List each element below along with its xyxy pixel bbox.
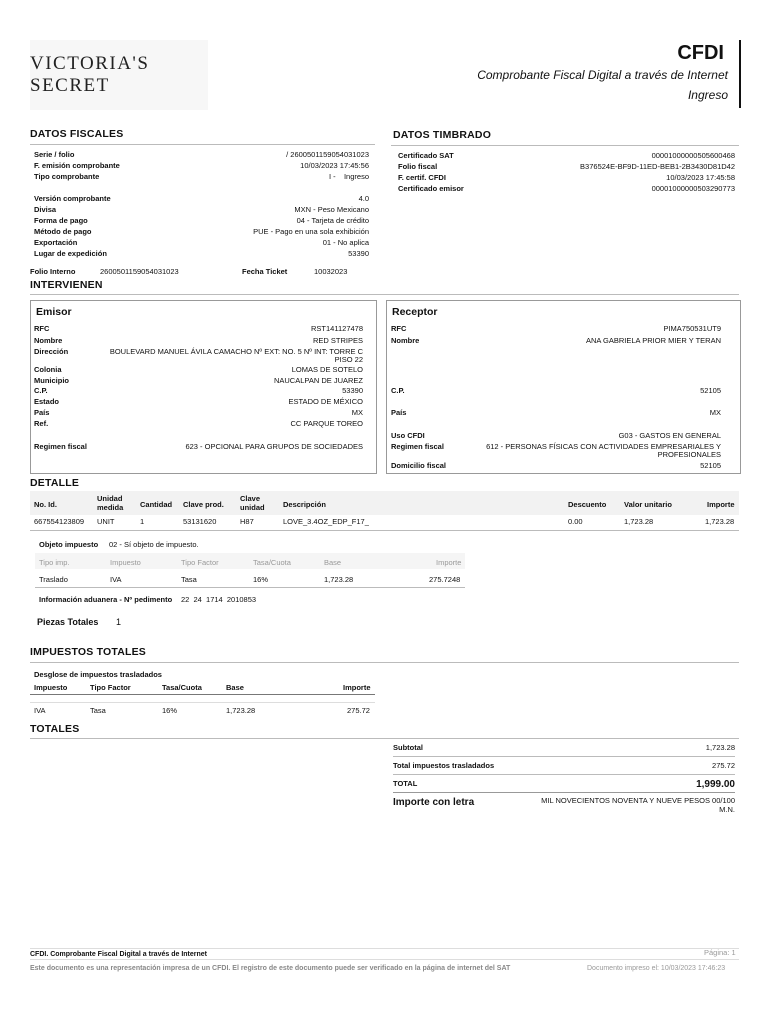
field-label: Regimen fiscal <box>391 442 444 451</box>
importe-letra-label: Importe con letra <box>393 797 475 808</box>
divider <box>30 738 739 739</box>
col-header: Descripción <box>283 500 326 509</box>
fiscal-row <box>34 249 369 258</box>
tax-col-header: Importe <box>436 558 462 567</box>
field-value: 4.0 <box>358 194 369 203</box>
col-header: Cantidad <box>140 500 173 509</box>
receptor-row <box>391 461 721 470</box>
table-cell: 1,723.28 <box>226 706 256 715</box>
datos-fiscales-list <box>34 150 369 265</box>
table-cell: 667554123809 <box>34 517 85 526</box>
aduana-label: Información aduanera - Nº pedimento <box>39 595 173 604</box>
table-cell: 1,723.28 <box>624 517 654 526</box>
emisor-title: Emisor <box>36 306 72 318</box>
tax-cell: IVA <box>110 575 122 584</box>
company-logo <box>30 40 208 110</box>
fiscal-row <box>34 150 369 159</box>
field-value: 00001000000505600468 <box>651 151 735 160</box>
impuestos-value: 275.72 <box>712 761 735 770</box>
field-label: Colonia <box>34 365 62 374</box>
field-label: País <box>34 408 50 417</box>
table-cell: H87 <box>240 517 254 526</box>
tax-cell: Traslado <box>39 575 68 584</box>
fecha-ticket-value: 10032023 <box>314 267 348 276</box>
fiscal-row <box>34 205 369 214</box>
field-label: Exportación <box>34 238 78 247</box>
fecha-ticket-label: Fecha Ticket <box>242 267 288 276</box>
timbrado-row <box>398 184 735 193</box>
divider <box>391 145 739 146</box>
field-value: RED STRIPES <box>312 336 363 345</box>
aduana-value: 22 24 1714 2010853 <box>181 595 257 604</box>
field-value: G03 - GASTOS EN GENERAL <box>618 431 721 440</box>
emisor-row <box>34 386 363 395</box>
table-cell: 53131620 <box>183 517 217 526</box>
fiscal-row <box>34 194 369 203</box>
table-cell: Tasa <box>90 706 106 715</box>
totales-list <box>393 742 735 822</box>
field-value: 00001000000503290773 <box>651 184 735 193</box>
field-label: C.P. <box>34 386 48 395</box>
table-cell: 1 <box>140 517 145 526</box>
field-label: Regimen fiscal <box>34 442 87 451</box>
emisor-row <box>34 442 363 451</box>
document-type: Ingreso <box>687 88 728 102</box>
emisor-box <box>30 300 377 474</box>
divider <box>393 756 735 757</box>
field-label: F. certif. CFDI <box>398 173 446 182</box>
impuestos-label: Total impuestos trasladados <box>393 761 495 770</box>
timbrado-row <box>398 151 735 160</box>
footer-divider <box>30 959 739 960</box>
divider <box>30 294 739 295</box>
divider <box>30 662 739 663</box>
subtotal-label: Subtotal <box>393 743 423 752</box>
divider <box>30 530 739 531</box>
impuestos-row <box>393 761 735 770</box>
intervienen-title: INTERVIENEN <box>30 279 103 291</box>
col-header: Base <box>226 683 244 692</box>
field-value: / 2600501159054031023 <box>286 150 369 159</box>
table-cell: 275.72 <box>347 706 370 715</box>
field-value: ANA GABRIELA PRIOR MIER Y TERAN <box>585 336 721 345</box>
col-header: Tasa/Cuota <box>162 683 202 692</box>
emisor-row <box>34 376 363 385</box>
field-value: 04 - Tarjeta de crédito <box>296 216 369 225</box>
field-value: BOULEVARD MANUEL ÁVILA CAMACHO Nº EXT: NO. 5 Nº INT: TORRE C <box>109 347 363 356</box>
field-value: B376524E-BF9D-11ED-BEB1-2B3430D81D42 <box>580 162 735 171</box>
col-header: Clave unidad <box>240 494 265 512</box>
field-value: 01 - No aplica <box>322 238 369 247</box>
divider <box>30 702 375 703</box>
tax-cell: 1,723.28 <box>324 575 354 584</box>
field-label: Serie / folio <box>34 150 75 159</box>
field-value: MX <box>709 408 721 417</box>
importe-letra-line2: M.N. <box>719 805 735 814</box>
field-label: Nombre <box>34 336 63 345</box>
field-value: LOMAS DE SOTELO <box>291 365 363 374</box>
field-label: Dirección <box>34 347 69 356</box>
field-label: Municipio <box>34 376 69 385</box>
col-header: Tipo Factor <box>90 683 131 692</box>
subtotal-row <box>393 743 735 752</box>
datos-fiscales-title: DATOS FISCALES <box>30 128 124 140</box>
piezas-value: 1 <box>116 617 122 627</box>
page-number: Página: 1 <box>704 948 736 957</box>
field-value: PIMA750531UT9 <box>663 324 721 333</box>
folio-interno-value: 2600501159054031023 <box>100 267 179 276</box>
total-label: TOTAL <box>393 779 418 788</box>
field-value: PISO 22 <box>334 355 363 364</box>
impuestos-header-row <box>30 682 375 695</box>
document-subtitle: Comprobante Fiscal Digital a través de Internet <box>477 68 728 82</box>
field-label: Forma de pago <box>34 216 88 225</box>
objeto-impuesto-value: 02 - Sí objeto de impuesto. <box>109 540 199 549</box>
field-value: RST141127478 <box>311 324 363 333</box>
emisor-row <box>34 419 363 428</box>
document-title: CFDI <box>677 42 724 64</box>
field-label: Ref. <box>34 419 49 428</box>
receptor-title: Receptor <box>392 306 438 318</box>
field-value: MX <box>351 408 363 417</box>
tax-cell: 16% <box>253 575 269 584</box>
field-label: Folio fiscal <box>398 162 438 171</box>
datos-timbrado-list <box>398 151 735 201</box>
field-value: 623 - OPCIONAL PARA GRUPOS DE SOCIEDADES <box>185 442 363 451</box>
field-value: PUE - Pago en una sola exhibición <box>253 227 369 236</box>
receptor-list <box>391 324 721 469</box>
receptor-row <box>391 324 721 333</box>
fiscal-row <box>34 161 369 170</box>
piezas-label: Piezas Totales <box>37 617 99 627</box>
tax-cell: 275.7248 <box>429 575 461 584</box>
field-label: Nombre <box>391 336 420 345</box>
emisor-row <box>34 408 363 417</box>
total-row <box>393 779 735 790</box>
fiscal-row <box>34 216 369 225</box>
tax-col-header: Tipo imp. <box>39 558 70 567</box>
header-divider <box>739 40 741 108</box>
footer-note: Este documento es una representación impresa de un CFDI. El registro de este documento puede ser verificado en la página de internet del SAT <box>30 965 511 972</box>
field-label: Certificado SAT <box>398 151 454 160</box>
field-label: Divisa <box>34 205 57 214</box>
footer-title: CFDI. Comprobante Fiscal Digital a través de Internet <box>30 951 207 958</box>
field-label: Certificado emisor <box>398 184 464 193</box>
importe-letra-line1: MIL NOVECIENTOS NOVENTA Y NUEVE PESOS 00/100 <box>541 796 735 805</box>
divider <box>393 792 735 793</box>
field-label: Versión comprobante <box>34 194 111 203</box>
impuestos-totales-title: IMPUESTOS TOTALES <box>30 646 146 658</box>
fiscal-row <box>34 238 369 247</box>
emisor-list <box>34 324 363 469</box>
importe-letra-value <box>515 796 735 814</box>
field-value: PROFESIONALES <box>657 450 721 459</box>
fiscal-row <box>34 227 369 236</box>
datos-timbrado-title: DATOS TIMBRADO <box>393 129 492 141</box>
tax-detail-header <box>35 553 465 569</box>
footer-divider <box>30 948 739 949</box>
field-label: Estado <box>34 397 60 406</box>
receptor-row <box>391 431 721 440</box>
desglose-label: Desglose de impuestos trasladados <box>34 670 162 679</box>
col-header: No. Id. <box>34 500 57 509</box>
table-cell: UNIT <box>97 517 115 526</box>
field-label: Tipo comprobante <box>34 172 100 181</box>
table-cell: IVA <box>34 706 46 715</box>
field-label: Uso CFDI <box>391 431 425 440</box>
field-value: NAUCALPAN DE JUAREZ <box>273 376 363 385</box>
field-value: 10/03/2023 17:45:58 <box>666 173 735 182</box>
field-label: RFC <box>391 324 407 333</box>
tax-col-header: Impuesto <box>110 558 141 567</box>
field-value: CC PARQUE TOREO <box>290 419 363 428</box>
col-header: Impuesto <box>34 683 68 692</box>
field-value: 612 - PERSONAS FÍSICAS CON ACTIVIDADES EMPRESARIALES Y <box>486 442 721 451</box>
receptor-row <box>391 450 721 459</box>
field-value: 10/03/2023 17:45:56 <box>300 161 369 170</box>
total-value: 1,999.00 <box>696 779 735 790</box>
fiscal-row <box>34 172 369 181</box>
emisor-row <box>34 355 363 364</box>
tax-col-header: Base <box>324 558 342 567</box>
objeto-impuesto-label: Objeto impuesto <box>39 540 99 549</box>
col-header: Importe <box>707 500 735 509</box>
field-value: 52105 <box>700 461 721 470</box>
receptor-row <box>391 408 721 417</box>
emisor-row <box>34 397 363 406</box>
table-cell: 0.00 <box>568 517 583 526</box>
col-header: Clave prod. <box>183 500 224 509</box>
logo-text: VICTORIA'S SECRET <box>30 53 150 96</box>
col-header: Descuento <box>568 500 607 509</box>
field-value: 53390 <box>342 386 363 395</box>
col-header: Valor unitario <box>624 500 672 509</box>
field-value: 53390 <box>348 249 369 258</box>
timbrado-row <box>398 173 735 182</box>
tax-cell: Tasa <box>181 575 197 584</box>
table-cell: LOVE_3.4OZ_EDP_F17_ <box>283 517 369 526</box>
field-label: Domicilio fiscal <box>391 461 447 470</box>
tax-col-header: Tasa/Cuota <box>253 558 291 567</box>
divider <box>30 144 375 145</box>
field-value: 52105 <box>700 386 721 395</box>
field-label: F. emisión comprobante <box>34 161 120 170</box>
field-label: RFC <box>34 324 50 333</box>
field-label: Lugar de expedición <box>34 249 107 258</box>
detalle-title: DETALLE <box>30 477 80 489</box>
folio-interno-label: Folio Interno <box>30 267 76 276</box>
table-cell: 1,723.28 <box>705 517 735 526</box>
col-header: Importe <box>343 683 371 692</box>
field-label: País <box>391 408 407 417</box>
printed-date: Documento impreso el: 10/03/2023 17:46:23 <box>587 965 726 972</box>
table-cell: 16% <box>162 706 178 715</box>
receptor-row <box>391 386 721 395</box>
col-header: Unidad medida <box>97 494 124 512</box>
totales-title: TOTALES <box>30 723 80 735</box>
receptor-box <box>386 300 741 474</box>
receptor-row <box>391 336 721 345</box>
field-value: ESTADO DE MÉXICO <box>288 397 363 406</box>
emisor-row <box>34 336 363 345</box>
timbrado-row <box>398 162 735 171</box>
emisor-row <box>34 365 363 374</box>
emisor-row <box>34 324 363 333</box>
field-label: C.P. <box>391 386 405 395</box>
divider <box>393 774 735 775</box>
tax-col-header: Tipo Factor <box>181 558 219 567</box>
field-label: Método de pago <box>34 227 92 236</box>
divider <box>35 587 465 588</box>
field-value: I - Ingreso <box>328 172 369 181</box>
field-value: MXN - Peso Mexicano <box>294 205 369 214</box>
subtotal-value: 1,723.28 <box>705 743 735 752</box>
